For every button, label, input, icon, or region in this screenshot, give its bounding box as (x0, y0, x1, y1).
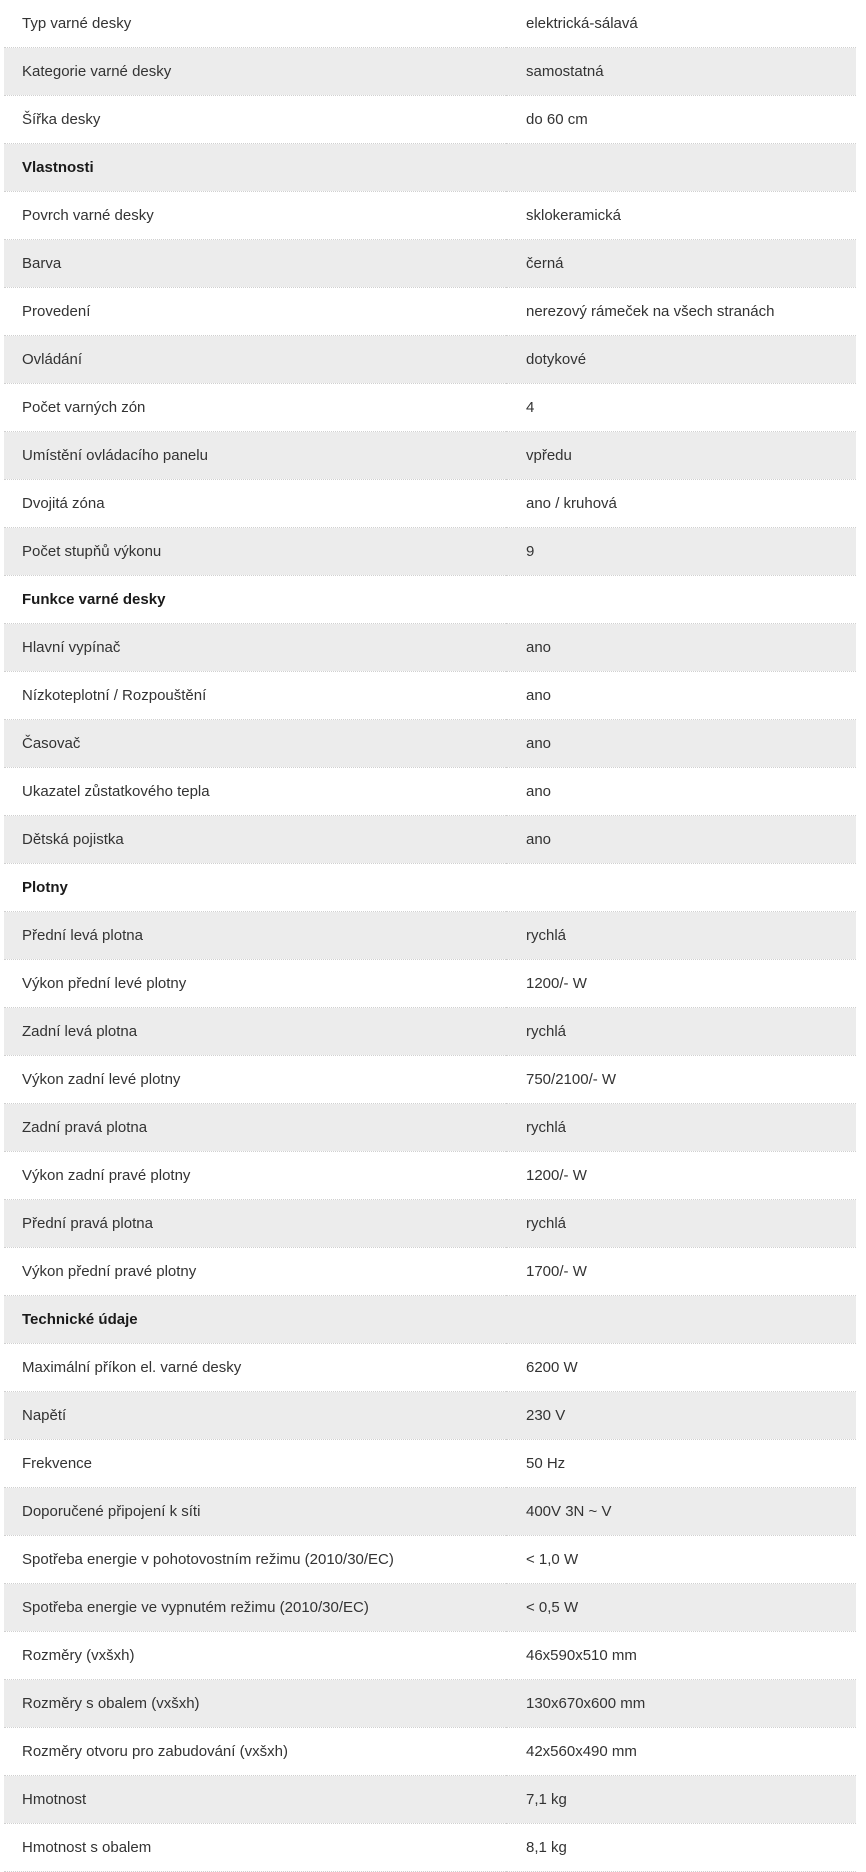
spec-label: Rozměry s obalem (vxšxh) (4, 1680, 506, 1728)
spec-value: < 0,5 W (506, 1584, 856, 1632)
spec-row (4, 912, 856, 960)
spec-row (4, 768, 856, 816)
spec-label: Výkon přední levé plotny (4, 960, 506, 1008)
section-empty-cell (506, 1296, 856, 1344)
section-empty-cell (506, 864, 856, 912)
spec-value: ano / kruhová (506, 480, 856, 528)
section-header-row (4, 1296, 856, 1344)
spec-value: 8,1 kg (506, 1824, 856, 1872)
spec-label: Zadní pravá plotna (4, 1104, 506, 1152)
spec-label: Rozměry (vxšxh) (4, 1632, 506, 1680)
spec-label: Výkon přední pravé plotny (4, 1248, 506, 1296)
spec-row (4, 720, 856, 768)
spec-value: samostatná (506, 48, 856, 96)
spec-row (4, 672, 856, 720)
spec-row (4, 1056, 856, 1104)
spec-row (4, 240, 856, 288)
spec-value: 46x590x510 mm (506, 1632, 856, 1680)
section-title: Vlastnosti (4, 144, 506, 192)
spec-value: dotykové (506, 336, 856, 384)
spec-label: Hlavní vypínač (4, 624, 506, 672)
spec-label: Počet stupňů výkonu (4, 528, 506, 576)
spec-value: ano (506, 720, 856, 768)
section-title: Technické údaje (4, 1296, 506, 1344)
spec-label: Časovač (4, 720, 506, 768)
spec-row (4, 1104, 856, 1152)
spec-row (4, 1248, 856, 1296)
spec-label: Frekvence (4, 1440, 506, 1488)
spec-row (4, 1392, 856, 1440)
spec-row (4, 624, 856, 672)
spec-value: 9 (506, 528, 856, 576)
spec-label: Spotřeba energie ve vypnutém režimu (2010/30/EC) (4, 1584, 506, 1632)
spec-row (4, 528, 856, 576)
spec-row (4, 1680, 856, 1728)
spec-label: Dětská pojistka (4, 816, 506, 864)
spec-value: 42x560x490 mm (506, 1728, 856, 1776)
spec-row (4, 384, 856, 432)
spec-label: Barva (4, 240, 506, 288)
spec-row (4, 432, 856, 480)
spec-value: 4 (506, 384, 856, 432)
spec-value: 230 V (506, 1392, 856, 1440)
spec-row (4, 1728, 856, 1776)
spec-label: Hmotnost s obalem (4, 1824, 506, 1872)
spec-label: Rozměry otvoru pro zabudování (vxšxh) (4, 1728, 506, 1776)
spec-value: 7,1 kg (506, 1776, 856, 1824)
spec-label: Napětí (4, 1392, 506, 1440)
spec-value: rychlá (506, 1104, 856, 1152)
spec-row (4, 1440, 856, 1488)
spec-label: Nízkoteplotní / Rozpouštění (4, 672, 506, 720)
spec-row (4, 1008, 856, 1056)
spec-value: < 1,0 W (506, 1536, 856, 1584)
spec-label: Doporučené připojení k síti (4, 1488, 506, 1536)
specification-table (4, 0, 856, 1872)
spec-value: vpředu (506, 432, 856, 480)
spec-row (4, 1152, 856, 1200)
spec-value: rychlá (506, 1200, 856, 1248)
spec-value: ano (506, 672, 856, 720)
spec-label: Přední levá plotna (4, 912, 506, 960)
spec-label: Umístění ovládacího panelu (4, 432, 506, 480)
spec-value: nerezový rámeček na všech stranách (506, 288, 856, 336)
spec-row (4, 1824, 856, 1872)
spec-row (4, 480, 856, 528)
spec-label: Výkon zadní levé plotny (4, 1056, 506, 1104)
spec-row (4, 0, 856, 48)
spec-row (4, 1776, 856, 1824)
spec-row (4, 1488, 856, 1536)
spec-value: 1700/- W (506, 1248, 856, 1296)
section-header-row (4, 144, 856, 192)
spec-label: Dvojitá zóna (4, 480, 506, 528)
spec-value: ano (506, 768, 856, 816)
spec-value: černá (506, 240, 856, 288)
spec-row (4, 96, 856, 144)
spec-row (4, 48, 856, 96)
spec-label: Počet varných zón (4, 384, 506, 432)
spec-value: elektrická-sálavá (506, 0, 856, 48)
spec-label: Šířka desky (4, 96, 506, 144)
spec-value: rychlá (506, 1008, 856, 1056)
spec-row (4, 1200, 856, 1248)
spec-row (4, 1344, 856, 1392)
spec-value: 1200/- W (506, 1152, 856, 1200)
spec-label: Přední pravá plotna (4, 1200, 506, 1248)
section-empty-cell (506, 144, 856, 192)
spec-value: ano (506, 816, 856, 864)
section-title: Plotny (4, 864, 506, 912)
spec-row (4, 1536, 856, 1584)
spec-label: Výkon zadní pravé plotny (4, 1152, 506, 1200)
spec-value: do 60 cm (506, 96, 856, 144)
spec-value: 6200 W (506, 1344, 856, 1392)
spec-value: rychlá (506, 912, 856, 960)
section-title: Funkce varné desky (4, 576, 506, 624)
spec-value: 1200/- W (506, 960, 856, 1008)
spec-label: Kategorie varné desky (4, 48, 506, 96)
spec-label: Provedení (4, 288, 506, 336)
spec-row (4, 1584, 856, 1632)
spec-row (4, 1632, 856, 1680)
spec-label: Ovládání (4, 336, 506, 384)
spec-value: ano (506, 624, 856, 672)
spec-value: 400V 3N ~ V (506, 1488, 856, 1536)
spec-value: 50 Hz (506, 1440, 856, 1488)
spec-label: Typ varné desky (4, 0, 506, 48)
spec-value: 750/2100/- W (506, 1056, 856, 1104)
spec-row (4, 960, 856, 1008)
section-header-row (4, 864, 856, 912)
spec-label: Maximální příkon el. varné desky (4, 1344, 506, 1392)
spec-row (4, 288, 856, 336)
spec-label: Ukazatel zůstatkového tepla (4, 768, 506, 816)
spec-label: Hmotnost (4, 1776, 506, 1824)
spec-row (4, 336, 856, 384)
spec-label: Zadní levá plotna (4, 1008, 506, 1056)
section-header-row (4, 576, 856, 624)
spec-label: Spotřeba energie v pohotovostním režimu (2010/30/EC) (4, 1536, 506, 1584)
spec-value: 130x670x600 mm (506, 1680, 856, 1728)
spec-value: sklokeramická (506, 192, 856, 240)
spec-row (4, 816, 856, 864)
spec-row (4, 192, 856, 240)
spec-label: Povrch varné desky (4, 192, 506, 240)
specification-table-body (4, 0, 856, 1872)
section-empty-cell (506, 576, 856, 624)
